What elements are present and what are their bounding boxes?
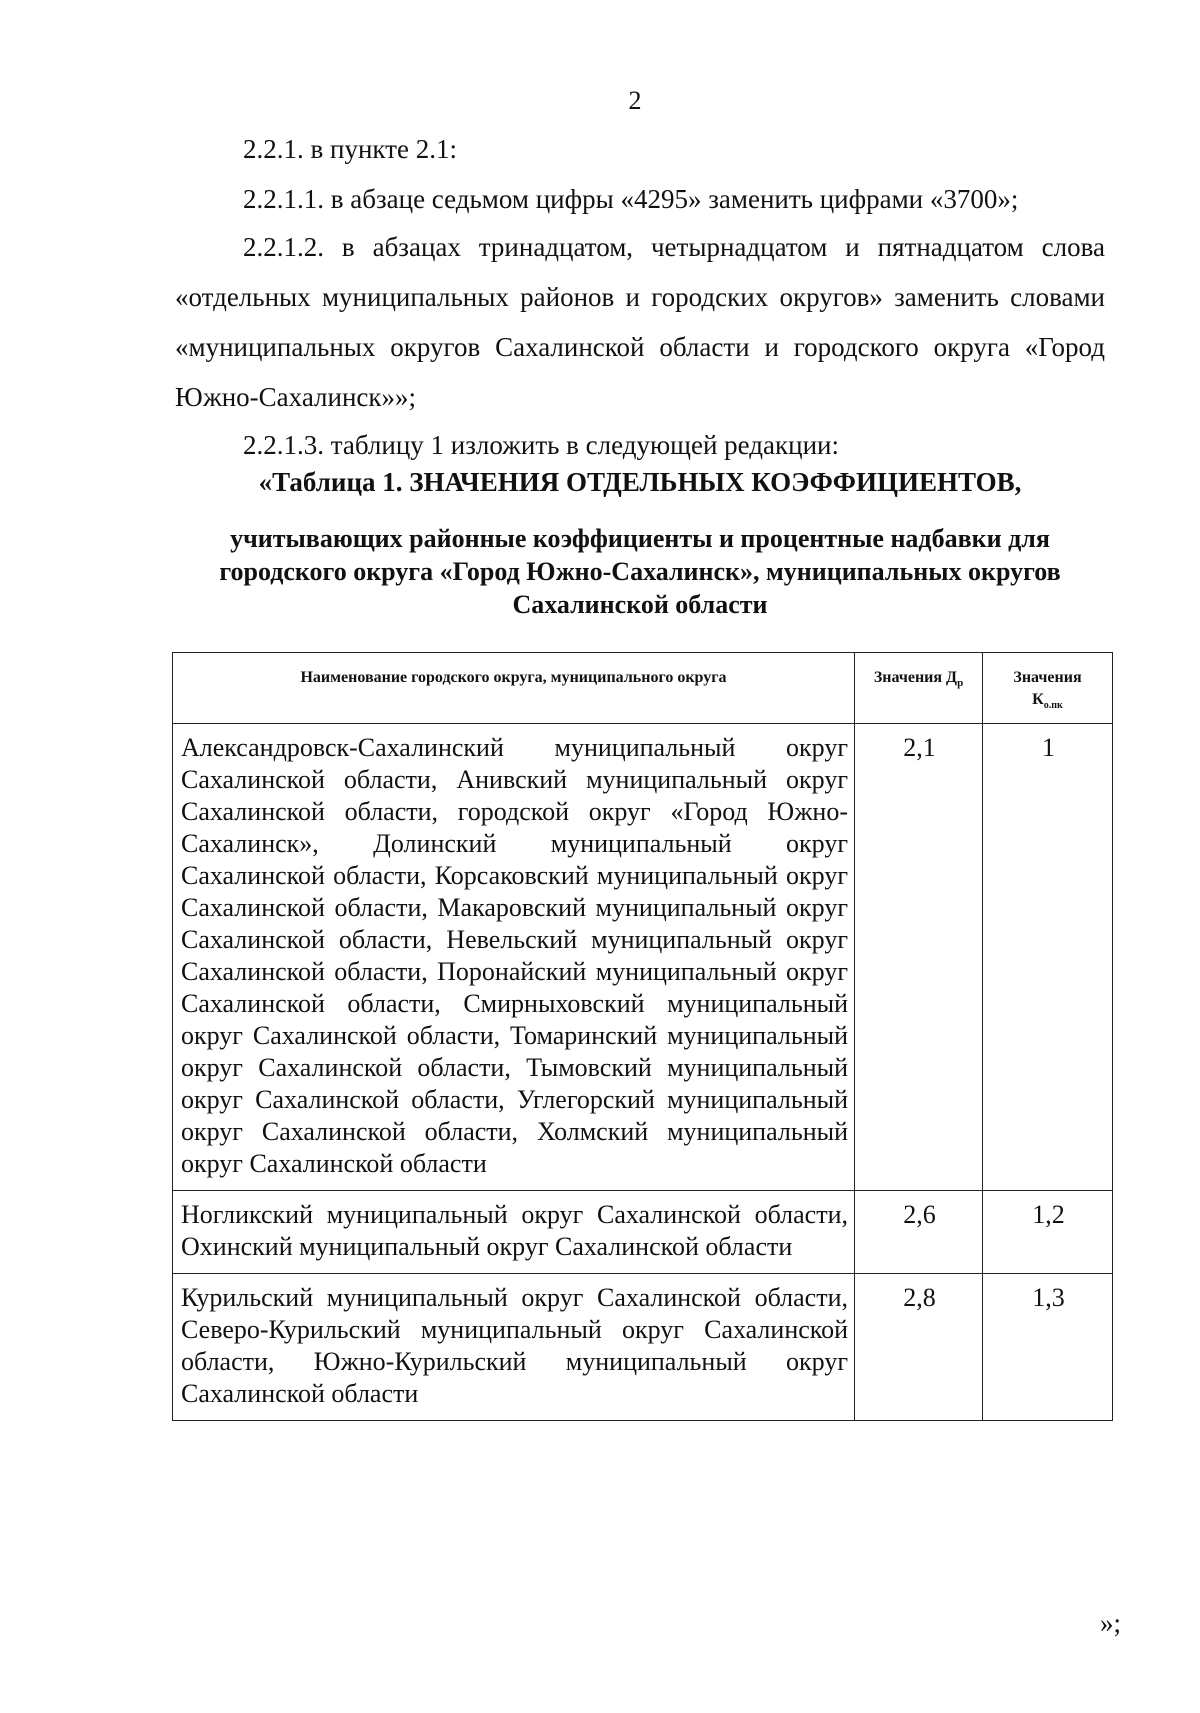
row-2-name: Ногликский муниципальный округ Сахалинской области, Охинский муниципальный округ Сахалинской области	[173, 1191, 855, 1274]
coefficients-table	[172, 652, 1113, 1421]
table-row	[173, 1274, 1113, 1421]
row-2-k: 1,2	[983, 1191, 1113, 1274]
page-number: 2	[628, 86, 642, 115]
table-subtitle: учитывающих районные коэффициенты и процентные надбавки для городского округа «Город Южно-Сахалинск», муниципальных округов Сахалинской области	[219, 524, 1061, 619]
row-2-dp: 2,6	[855, 1191, 983, 1274]
paragraph-2-2-1-1: 2.2.1.1. в абзаце седьмом цифры «4295» заменить цифрами «3700»;	[243, 184, 1019, 214]
row-1-dp: 2,1	[855, 724, 983, 1191]
paragraph-2-2-1: 2.2.1. в пункте 2.1:	[243, 134, 457, 164]
row-1-name: Александровск-Сахалинский муниципальный округ Сахалинской области, Анивский муниципальный округ Сахалинской области, городской округ «Город Южно-Сахалинск», Долинский муниципальный округ Сахалинской области, Корсаковский муниципальный округ Сахалинской области, Макаровский муниципальный округ Сахалинской области, Невельский муниципальный округ Сахалинской области, Поронайский муниципальный округ Сахалинской области, Смирныховский муниципальный округ Сахалинской области, Томаринский муниципальный округ Сахалинской области, Тымовский муниципальный округ Сахалинской области, Углегорский муниципальный округ Сахалинской области, Холмский муниципальный округ Сахалинской области	[173, 724, 855, 1191]
table-title: «Таблица 1. ЗНАЧЕНИЯ ОТДЕЛЬНЫХ КОЭФФИЦИЕНТОВ,	[258, 467, 1022, 497]
paragraph-2-2-1-2: 2.2.1.2. в абзацах тринадцатом, четырнадцатом и пятнадцатом слова «отдельных муниципальных районов и городских округов» заменить словами «муниципальных округов Сахалинской области и городского округа «Город Южно-Сахалинск»»;	[175, 232, 1105, 412]
table-header-row	[173, 653, 1113, 724]
table-row	[173, 724, 1113, 1191]
closing-quote: »;	[1100, 1608, 1122, 1638]
table-row	[173, 1191, 1113, 1274]
row-1-k: 1	[983, 724, 1113, 1191]
row-3-name: Курильский муниципальный округ Сахалинской области, Северо-Курильский муниципальный округ Сахалинской области, Южно-Курильский муниципальный округ Сахалинской области	[173, 1274, 855, 1421]
row-3-k: 1,3	[983, 1274, 1113, 1421]
header-name: Наименование городского округа, муниципального округа	[173, 653, 855, 724]
row-3-dp: 2,8	[855, 1274, 983, 1421]
paragraph-2-2-1-3: 2.2.1.3. таблицу 1 изложить в следующей редакции:	[243, 430, 839, 460]
header-dp: Значения $Д_р$	[855, 653, 983, 724]
header-k: Значения $К_{о.пк}$	[983, 653, 1113, 724]
